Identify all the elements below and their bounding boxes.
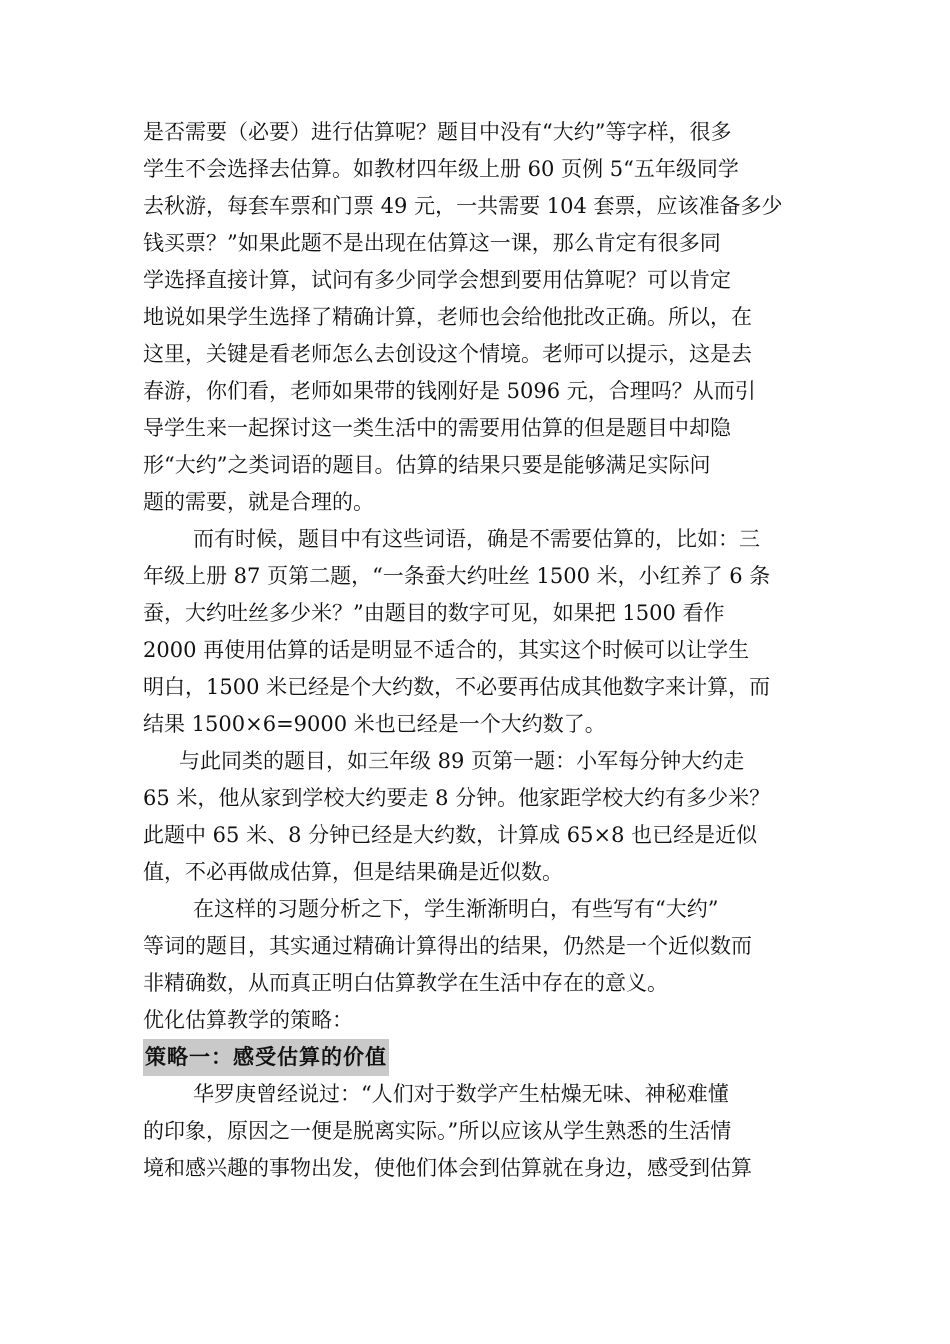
- paragraph-line: 蚕，大约吐丝多少米？”由题目的数字可见，如果把 1500 看作: [143, 601, 725, 625]
- paragraph-line: 此题中 65 米、8 分钟已经是大约数，计算成 65×8 也已经是近似: [143, 823, 758, 847]
- paragraph-line: 值，不必再做成估算，但是结果确是近似数。: [143, 860, 563, 884]
- paragraph-line: 的印象，原因之一便是脱离实际。”所以应该从学生熟悉的生活情: [143, 1119, 732, 1143]
- paragraph-line: 华罗庚曾经说过：“人们对于数学产生枯燥无味、神秘难懂: [193, 1082, 729, 1106]
- paragraph-line: 钱买票？”如果此题不是出现在估算这一课，那么肯定有很多同: [143, 231, 721, 255]
- paragraph-line: 这里，关键是看老师怎么去创设这个情境。老师可以提示，这是去: [143, 342, 752, 366]
- paragraph-line: 非精确数，从而真正明白估算教学在生活中存在的意义。: [143, 971, 668, 995]
- paragraph-line: 地说如果学生选择了精确计算，老师也会给他批改正确。所以，在: [143, 305, 752, 329]
- paragraph-line: 而有时候，题目中有这些词语，确是不需要估算的，比如：三: [193, 527, 760, 551]
- paragraph-line: 在这样的习题分析之下，学生渐渐明白，有些写有“大约”: [193, 897, 719, 921]
- paragraph-line: 是否需要（必要）进行估算呢？题目中没有“大约”等字样，很多: [143, 120, 732, 144]
- paragraph-line: 明白，1500 米已经是个大约数，不必要再估成其他数字来计算，而: [143, 675, 771, 699]
- paragraph-line: 导学生来一起探讨这一类生活中的需要用估算的但是题目中却隐: [143, 416, 731, 440]
- strategy-heading: 策略一：感受估算的价值: [143, 1039, 389, 1076]
- paragraph-line: 与此同类的题目，如三年级 89 页第一题：小军每分钟大约走: [179, 749, 745, 773]
- paragraph-line: 去秋游，每套车票和门票 49 元，一共需要 104 套票，应该准备多少: [143, 194, 783, 218]
- paragraph-line: 结果 1500×6=9000 米也已经是一个大约数了。: [143, 712, 606, 736]
- section-intro: 优化估算教学的策略：: [143, 1008, 353, 1032]
- paragraph-line: 形“大约”之类词语的题目。估算的结果只要是能够满足实际问: [143, 453, 711, 477]
- paragraph-line: 学选择直接计算，试问有多少同学会想到要用估算呢？可以肯定: [143, 268, 731, 292]
- paragraph-line: 65 米，他从家到学校大约要走 8 分钟。他家距学校大约有多少米？: [143, 786, 771, 810]
- paragraph-line: 年级上册 87 页第二题，“一条蚕大约吐丝 1500 米，小红养了 6 条: [143, 564, 771, 588]
- paragraph-line: 题的需要，就是合理的。: [143, 490, 374, 514]
- paragraph-line: 2000 再使用估算的话是明显不适合的，其实这个时候可以让学生: [143, 638, 750, 662]
- paragraph-line: 学生不会选择去估算。如教材四年级上册 60 页例 5“五年级同学: [143, 157, 739, 181]
- paragraph-line: 春游，你们看，老师如果带的钱刚好是 5096 元，合理吗？从而引: [143, 379, 756, 403]
- paragraph-line: 境和感兴趣的事物出发，使他们体会到估算就在身边，感受到估算: [143, 1156, 752, 1180]
- paragraph-line: 等词的题目，其实通过精确计算得出的结果，仍然是一个近似数而: [143, 934, 752, 958]
